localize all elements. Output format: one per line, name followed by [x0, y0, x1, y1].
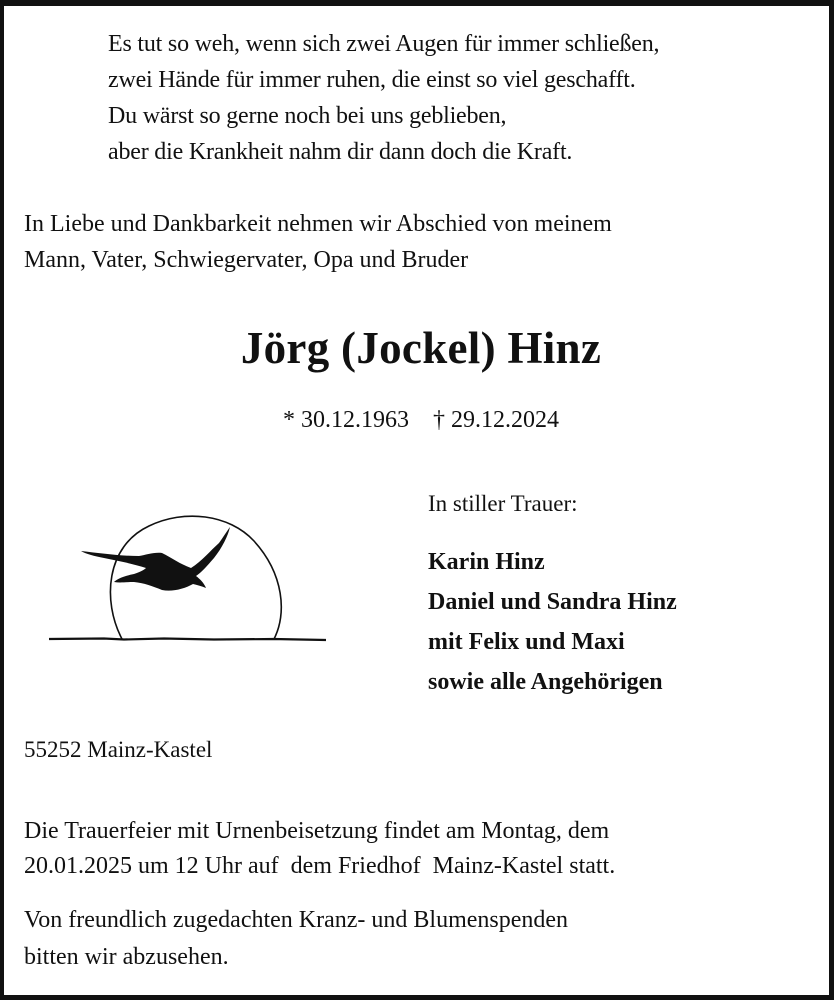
ceremony-line: 20.01.2025 um 12 Uhr auf dem Friedhof Mainz-Kastel statt. — [24, 853, 616, 879]
mourners-list — [428, 542, 677, 702]
request-line: bitten wir abzusehen. — [24, 944, 229, 970]
intro-text — [24, 206, 612, 278]
deceased-name: Jörg (Jockel) Hinz — [240, 323, 602, 373]
poem-line: zwei Hände für immer ruhen, die einst so viel geschafft. — [108, 67, 636, 93]
intro-line: Mann, Vater, Schwiegervater, Opa und Bruder — [24, 247, 469, 273]
flower-request — [24, 902, 568, 976]
horizon-line — [49, 639, 326, 641]
life-dates — [4, 404, 834, 436]
mourner-name: Karin Hinz — [428, 549, 545, 575]
mourner-name: sowie alle Angehörigen — [428, 669, 663, 695]
birth-date: * 30.12.1963 — [283, 407, 409, 433]
mourning-label: In stiller Trauer: — [428, 491, 578, 516]
intro-line: In Liebe und Dankbarkeit nehmen wir Abschied von meinem — [24, 211, 612, 237]
seagull-silhouette — [81, 527, 230, 591]
seagull-sunset-icon — [44, 506, 334, 651]
mourner-name: Daniel und Sandra Hinz — [428, 589, 677, 615]
poem-line: aber die Krankheit nahm dir dann doch die Kraft. — [108, 139, 573, 165]
mourner-name: mit Felix und Maxi — [428, 629, 625, 655]
place: 55252 Mainz-Kastel — [24, 737, 213, 762]
death-date: † 29.12.2024 — [433, 407, 559, 433]
ceremony-info — [24, 814, 615, 884]
poem-line: Du wärst so gerne noch bei uns geblieben, — [108, 103, 507, 129]
poem — [108, 26, 659, 170]
request-line: Von freundlich zugedachten Kranz- und Blumenspenden — [24, 907, 569, 933]
ceremony-line: Die Trauerfeier mit Urnenbeisetzung findet am Montag, dem — [24, 818, 610, 844]
poem-line: Es tut so weh, wenn sich zwei Augen für immer schließen, — [108, 31, 660, 57]
